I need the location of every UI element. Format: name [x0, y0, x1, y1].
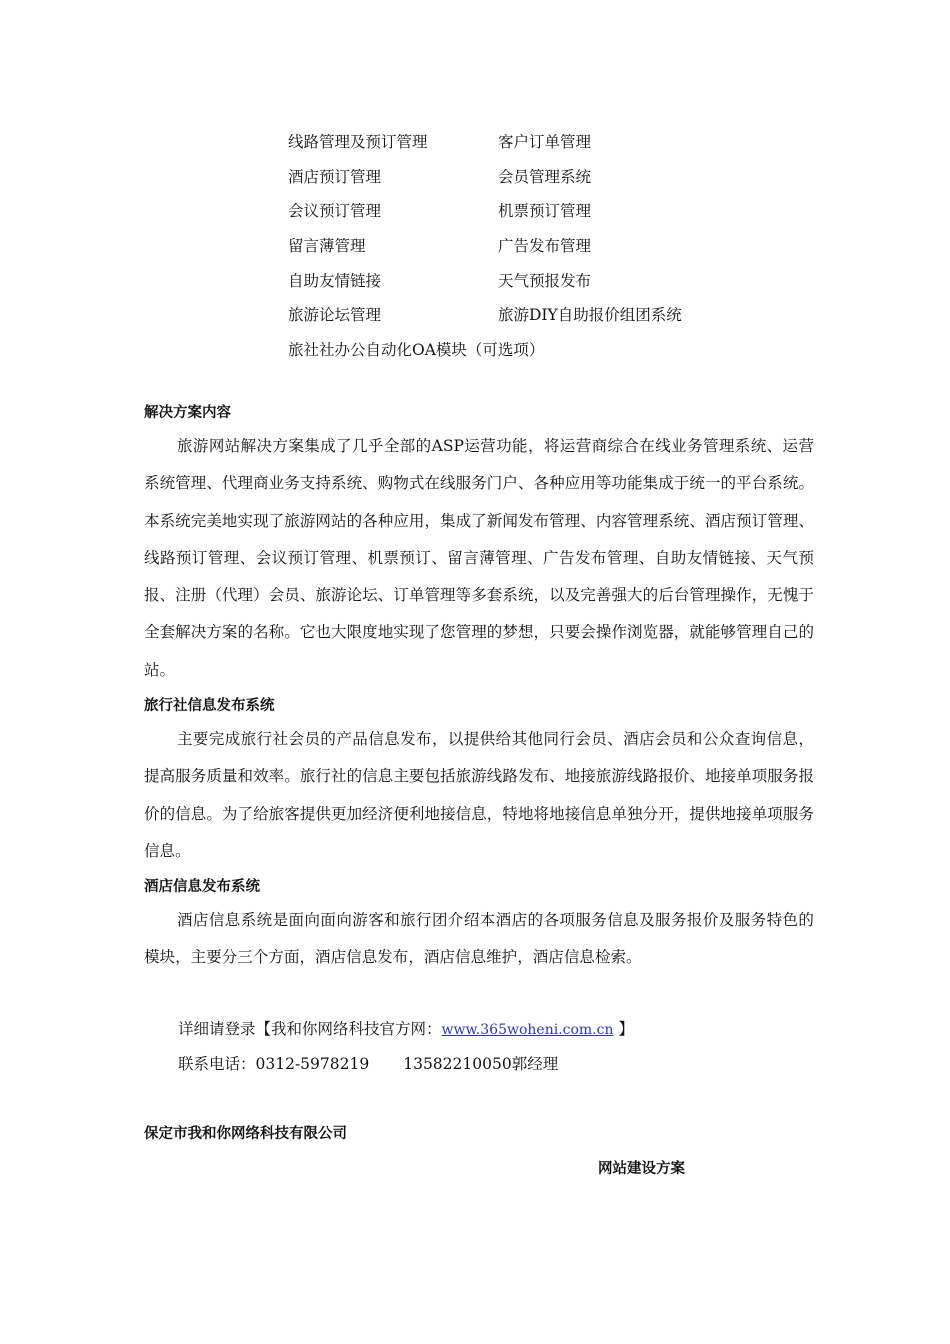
- module-item: 线路管理及预订管理: [288, 133, 428, 152]
- module-row: [288, 228, 768, 263]
- module-item: 客户订单管理: [498, 133, 592, 152]
- section-body-travel-agency: 主要完成旅行社会员的产品信息发布，以提供给其他同行会员、酒店会员和公众查询信息，提高服务质量和效率。旅行社的信息主要包括旅游线路发布、地接旅游线路报价、地接单项服务报价的信息。为了给旅客提供更加经济便利地接信息，特地将地接信息单独分开，提供地接单项服务信息。: [144, 730, 814, 860]
- module-note: 旅社社办公自动化OA模块（可选项）: [288, 340, 545, 359]
- module-row: [288, 193, 768, 228]
- module-item: 会议预订管理: [288, 202, 382, 221]
- module-row: [288, 124, 768, 159]
- contact-phone: 联系电话：0312-5978219: [178, 1055, 370, 1073]
- contact-website-line: [178, 1017, 634, 1039]
- official-website-link[interactable]: www.365woheni.com.cn: [441, 1022, 614, 1038]
- module-item: 会员管理系统: [498, 167, 592, 186]
- module-item: 自助友情链接: [288, 271, 382, 290]
- section-body-hotel: 酒店信息系统是面向面向游客和旅行团介绍本酒店的各项服务信息及服务报价及服务特色的模块，主要分三个方面，酒店信息发布，酒店信息维护，酒店信息检索。: [144, 911, 814, 967]
- contact-web-suffix: 】: [613, 1020, 634, 1038]
- module-item: 酒店预订管理: [288, 167, 382, 186]
- module-item: 旅游论坛管理: [288, 306, 382, 325]
- module-item: 天气预报发布: [498, 271, 592, 290]
- contact-web-prefix: 详细请登录【我和你网络科技官方网：: [178, 1020, 442, 1038]
- module-item: 机票预订管理: [498, 202, 592, 221]
- contact-phone-line: [178, 1052, 558, 1074]
- company-name: 保定市我和你网络科技有限公司: [144, 1126, 347, 1142]
- section-heading-solution: 解决方案内容: [144, 405, 231, 421]
- module-row: [288, 262, 768, 297]
- section-body-solution: 旅游网站解决方案集成了几乎全部的ASP运营功能，将运营商综合在线业务管理系统、运营系统管理、代理商业务支持系统、购物式在线服务门户、各种应用等功能集成于统一的平台系统。本系统完美地实现了旅游网站的各种应用，集成了新闻发布管理、内容管理系统、酒店预订管理、线路预订管理、会议预订管理、机票预订、留言薄管理、广告发布管理、自助友情链接、天气预报、注册（代理）会员、旅游论坛、订单管理等多套系统，以及完善强大的后台管理操作，无愧于全套解决方案的名称。它也大限度地实现了您管理的梦想，只要会操作浏览器，就能够管理自己的站。: [144, 437, 814, 679]
- module-row: [288, 159, 768, 194]
- section-heading-hotel: 酒店信息发布系统: [144, 879, 260, 895]
- module-item: 广告发布管理: [498, 237, 592, 256]
- module-row: [288, 297, 768, 332]
- contact-mobile: 13582210050郭经理: [403, 1055, 559, 1073]
- module-item: 留言薄管理: [288, 237, 366, 256]
- section-heading-travel-agency: 旅行社信息发布系统: [144, 698, 275, 714]
- module-list: [288, 124, 768, 366]
- module-item: 旅游DIY自助报价组团系统: [498, 306, 682, 325]
- document-title: 网站建设方案: [598, 1161, 685, 1177]
